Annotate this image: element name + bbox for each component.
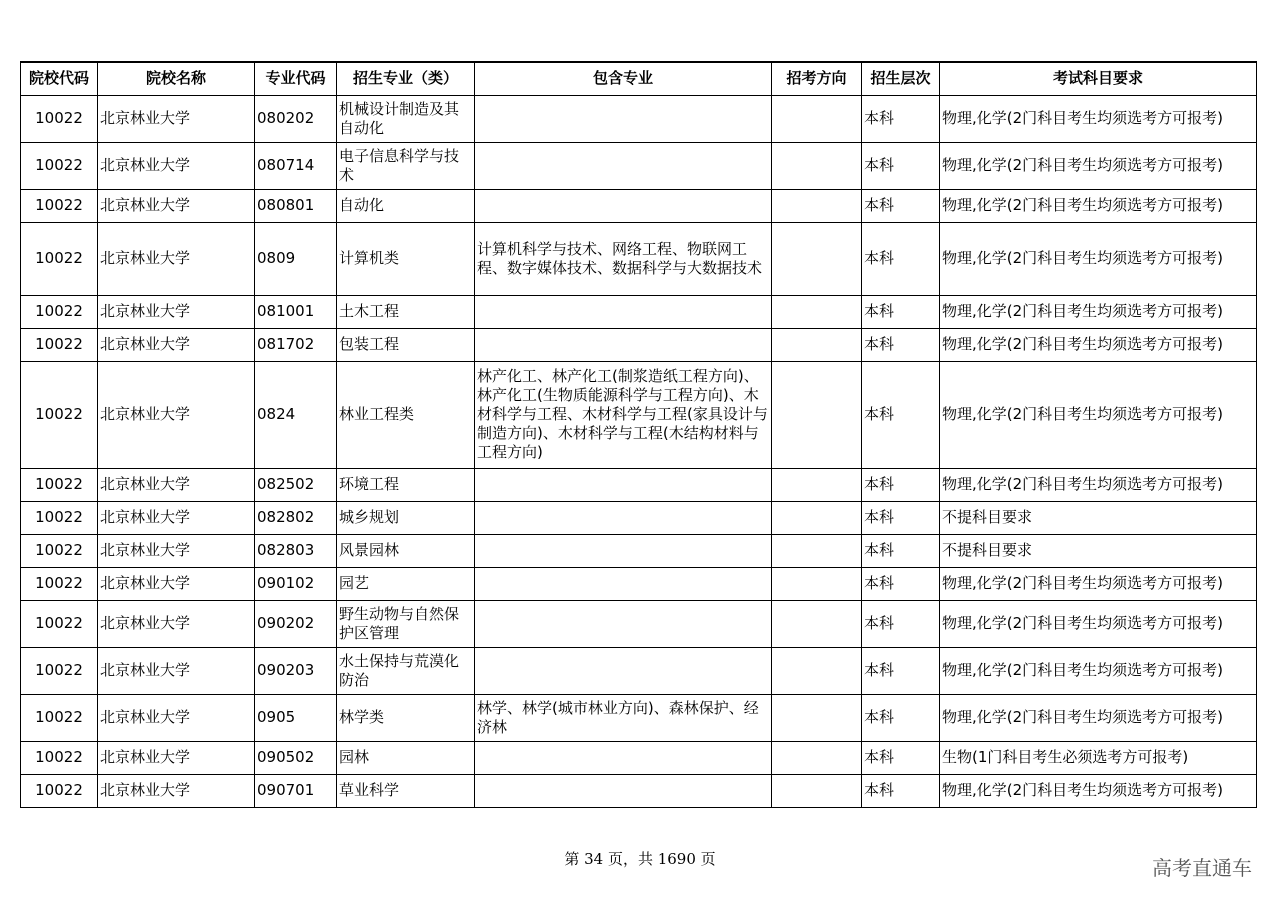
major-code-cell: 080801 [255, 189, 337, 222]
school-code-cell: 10022 [21, 95, 98, 142]
level-cell: 本科 [862, 222, 940, 295]
included-majors-cell [475, 189, 772, 222]
included-majors-cell [475, 501, 772, 534]
header-major-code: 专业代码 [255, 62, 337, 95]
major-code-cell: 080202 [255, 95, 337, 142]
school-code-cell: 10022 [21, 328, 98, 361]
level-cell: 本科 [862, 694, 940, 741]
subject-requirement-cell: 物理,化学(2门科目考生均须选考方可报考) [940, 567, 1257, 600]
major-code-cell: 090102 [255, 567, 337, 600]
included-majors-cell [475, 647, 772, 694]
table-row [21, 468, 1257, 501]
level-cell: 本科 [862, 567, 940, 600]
level-cell: 本科 [862, 774, 940, 807]
header-included-majors: 包含专业 [475, 62, 772, 95]
level-cell: 本科 [862, 741, 940, 774]
included-majors-cell [475, 95, 772, 142]
level-cell: 本科 [862, 189, 940, 222]
school-name-cell: 北京林业大学 [98, 468, 255, 501]
school-code-cell: 10022 [21, 295, 98, 328]
major-code-cell: 090701 [255, 774, 337, 807]
direction-cell [772, 741, 862, 774]
major-code-cell: 080714 [255, 142, 337, 189]
included-majors-cell [475, 774, 772, 807]
header-subject-requirement: 考试科目要求 [940, 62, 1257, 95]
table-row [21, 647, 1257, 694]
table-header-row [21, 62, 1257, 95]
included-majors-cell [475, 600, 772, 647]
major-name-cell: 野生动物与自然保护区管理 [337, 600, 475, 647]
school-name-cell: 北京林业大学 [98, 647, 255, 694]
table-row [21, 222, 1257, 295]
major-code-cell: 082502 [255, 468, 337, 501]
direction-cell [772, 647, 862, 694]
school-name-cell: 北京林业大学 [98, 328, 255, 361]
included-majors-cell [475, 468, 772, 501]
table-row [21, 774, 1257, 807]
included-majors-cell: 林学、林学(城市林业方向)、森林保护、经济林 [475, 694, 772, 741]
school-code-cell: 10022 [21, 189, 98, 222]
level-cell: 本科 [862, 501, 940, 534]
table-row [21, 567, 1257, 600]
major-name-cell: 水土保持与荒漠化防治 [337, 647, 475, 694]
major-code-cell: 081001 [255, 295, 337, 328]
level-cell: 本科 [862, 95, 940, 142]
direction-cell [772, 567, 862, 600]
header-level: 招生层次 [862, 62, 940, 95]
included-majors-cell [475, 567, 772, 600]
major-name-cell: 林业工程类 [337, 361, 475, 468]
subject-requirement-cell: 物理,化学(2门科目考生均须选考方可报考) [940, 328, 1257, 361]
school-name-cell: 北京林业大学 [98, 95, 255, 142]
school-name-cell: 北京林业大学 [98, 222, 255, 295]
level-cell: 本科 [862, 295, 940, 328]
subject-requirement-cell: 物理,化学(2门科目考生均须选考方可报考) [940, 694, 1257, 741]
school-code-cell: 10022 [21, 142, 98, 189]
table-row [21, 361, 1257, 468]
included-majors-cell [475, 295, 772, 328]
school-name-cell: 北京林业大学 [98, 361, 255, 468]
table-row [21, 95, 1257, 142]
school-name-cell: 北京林业大学 [98, 534, 255, 567]
direction-cell [772, 295, 862, 328]
included-majors-cell [475, 741, 772, 774]
school-code-cell: 10022 [21, 600, 98, 647]
table-row [21, 328, 1257, 361]
school-name-cell: 北京林业大学 [98, 567, 255, 600]
major-name-cell: 环境工程 [337, 468, 475, 501]
major-code-cell: 0905 [255, 694, 337, 741]
major-name-cell: 土木工程 [337, 295, 475, 328]
major-name-cell: 林学类 [337, 694, 475, 741]
major-name-cell: 自动化 [337, 189, 475, 222]
direction-cell [772, 328, 862, 361]
major-name-cell: 包装工程 [337, 328, 475, 361]
school-name-cell: 北京林业大学 [98, 741, 255, 774]
direction-cell [772, 501, 862, 534]
table-row [21, 189, 1257, 222]
direction-cell [772, 95, 862, 142]
school-code-cell: 10022 [21, 468, 98, 501]
subject-requirement-cell: 生物(1门科目考生必须选考方可报考) [940, 741, 1257, 774]
table-row [21, 295, 1257, 328]
table-row [21, 142, 1257, 189]
table-row [21, 501, 1257, 534]
subject-requirement-cell: 物理,化学(2门科目考生均须选考方可报考) [940, 647, 1257, 694]
direction-cell [772, 694, 862, 741]
school-code-cell: 10022 [21, 567, 98, 600]
major-name-cell: 城乡规划 [337, 501, 475, 534]
subject-requirement-cell: 不提科目要求 [940, 534, 1257, 567]
subject-requirement-cell: 物理,化学(2门科目考生均须选考方可报考) [940, 361, 1257, 468]
subject-requirement-cell: 物理,化学(2门科目考生均须选考方可报考) [940, 295, 1257, 328]
major-code-cell: 090202 [255, 600, 337, 647]
subject-requirement-cell: 不提科目要求 [940, 501, 1257, 534]
school-name-cell: 北京林业大学 [98, 189, 255, 222]
major-name-cell: 草业科学 [337, 774, 475, 807]
direction-cell [772, 468, 862, 501]
major-code-cell: 090502 [255, 741, 337, 774]
included-majors-cell [475, 328, 772, 361]
major-name-cell: 风景园林 [337, 534, 475, 567]
major-name-cell: 园林 [337, 741, 475, 774]
school-name-cell: 北京林业大学 [98, 501, 255, 534]
level-cell: 本科 [862, 534, 940, 567]
subject-requirement-cell: 物理,化学(2门科目考生均须选考方可报考) [940, 774, 1257, 807]
level-cell: 本科 [862, 647, 940, 694]
included-majors-cell [475, 534, 772, 567]
subject-requirement-cell: 物理,化学(2门科目考生均须选考方可报考) [940, 95, 1257, 142]
subject-requirement-cell: 物理,化学(2门科目考生均须选考方可报考) [940, 142, 1257, 189]
direction-cell [772, 142, 862, 189]
header-major: 招生专业（类） [337, 62, 475, 95]
major-name-cell: 园艺 [337, 567, 475, 600]
major-name-cell: 机械设计制造及其自动化 [337, 95, 475, 142]
direction-cell [772, 600, 862, 647]
subject-requirement-cell: 物理,化学(2门科目考生均须选考方可报考) [940, 222, 1257, 295]
school-code-cell: 10022 [21, 647, 98, 694]
school-name-cell: 北京林业大学 [98, 774, 255, 807]
school-code-cell: 10022 [21, 222, 98, 295]
table-row [21, 534, 1257, 567]
included-majors-cell [475, 142, 772, 189]
page-number: 第 34 页，共 1690 页 [564, 850, 716, 868]
school-code-cell: 10022 [21, 534, 98, 567]
direction-cell [772, 222, 862, 295]
school-name-cell: 北京林业大学 [98, 142, 255, 189]
included-majors-cell: 林产化工、林产化工(制浆造纸工程方向)、林产化工(生物质能源科学与工程方向)、木材科学与工程、木材科学与工程(家具设计与制造方向)、木材科学与工程(木结构材料与工程方向) [475, 361, 772, 468]
school-name-cell: 北京林业大学 [98, 694, 255, 741]
table-row [21, 600, 1257, 647]
direction-cell [772, 774, 862, 807]
admissions-table [20, 61, 1257, 808]
major-name-cell: 电子信息科学与技术 [337, 142, 475, 189]
header-school-code: 院校代码 [21, 62, 98, 95]
major-code-cell: 082802 [255, 501, 337, 534]
major-code-cell: 082803 [255, 534, 337, 567]
watermark: 高考直通车 [1152, 856, 1252, 880]
school-code-cell: 10022 [21, 774, 98, 807]
level-cell: 本科 [862, 328, 940, 361]
school-code-cell: 10022 [21, 741, 98, 774]
school-name-cell: 北京林业大学 [98, 600, 255, 647]
subject-requirement-cell: 物理,化学(2门科目考生均须选考方可报考) [940, 189, 1257, 222]
level-cell: 本科 [862, 600, 940, 647]
direction-cell [772, 361, 862, 468]
header-direction: 招考方向 [772, 62, 862, 95]
school-code-cell: 10022 [21, 501, 98, 534]
level-cell: 本科 [862, 142, 940, 189]
major-code-cell: 0824 [255, 361, 337, 468]
direction-cell [772, 534, 862, 567]
included-majors-cell: 计算机科学与技术、网络工程、物联网工程、数字媒体技术、数据科学与大数据技术 [475, 222, 772, 295]
header-school-name: 院校名称 [98, 62, 255, 95]
direction-cell [772, 189, 862, 222]
level-cell: 本科 [862, 361, 940, 468]
school-name-cell: 北京林业大学 [98, 295, 255, 328]
table-row [21, 741, 1257, 774]
level-cell: 本科 [862, 468, 940, 501]
subject-requirement-cell: 物理,化学(2门科目考生均须选考方可报考) [940, 468, 1257, 501]
table-row [21, 694, 1257, 741]
major-code-cell: 0809 [255, 222, 337, 295]
major-name-cell: 计算机类 [337, 222, 475, 295]
school-code-cell: 10022 [21, 694, 98, 741]
major-code-cell: 090203 [255, 647, 337, 694]
subject-requirement-cell: 物理,化学(2门科目考生均须选考方可报考) [940, 600, 1257, 647]
major-code-cell: 081702 [255, 328, 337, 361]
school-code-cell: 10022 [21, 361, 98, 468]
